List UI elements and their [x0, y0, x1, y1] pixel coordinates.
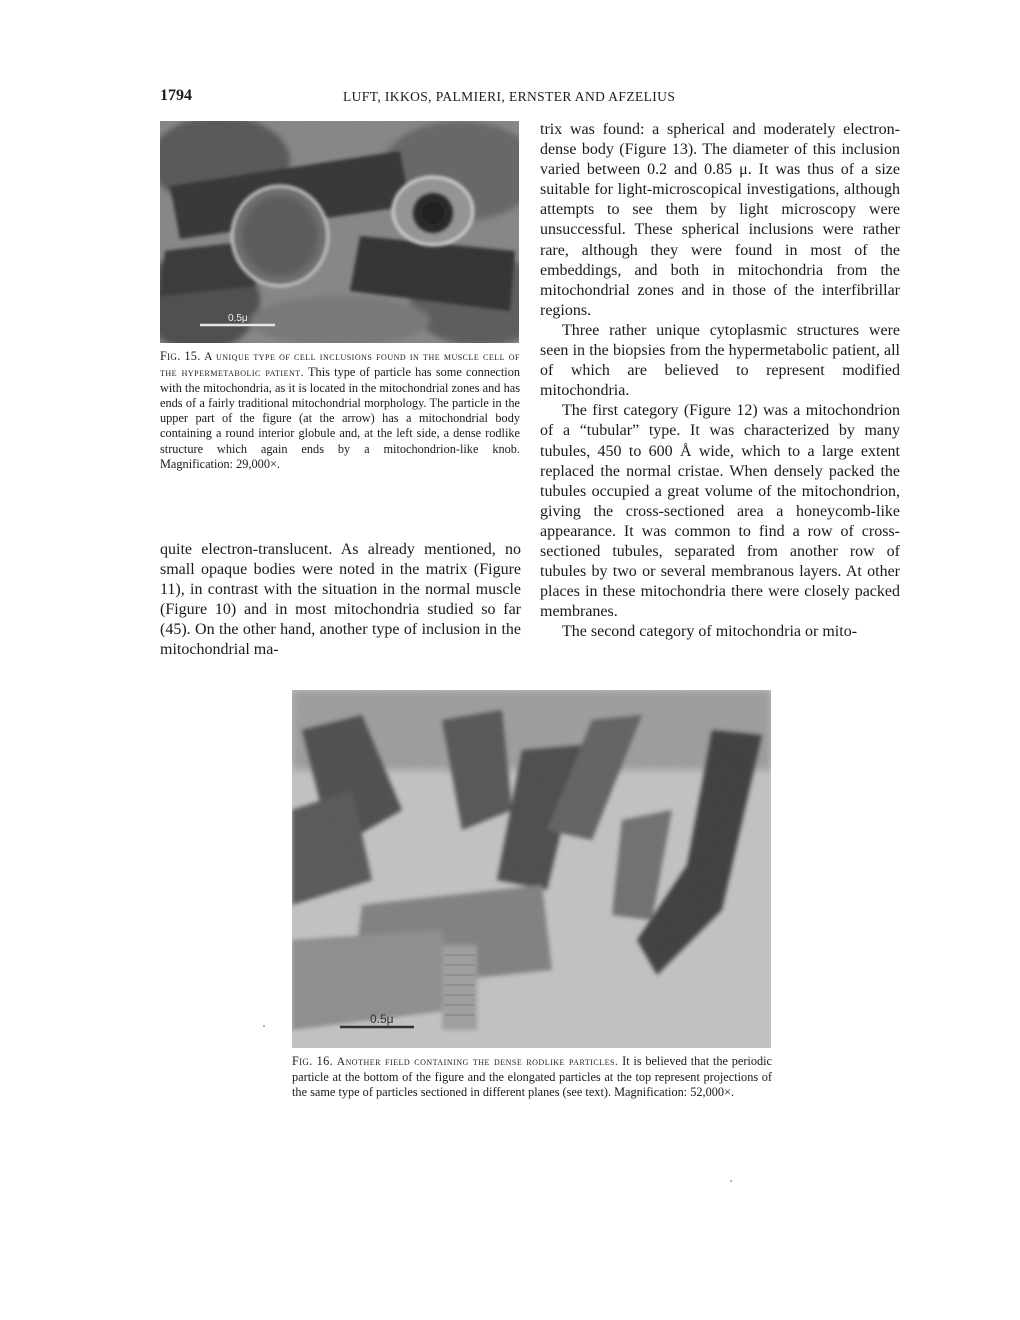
figure-16-image — [292, 690, 771, 1048]
figure-16-micrograph — [292, 690, 771, 1048]
paragraph-right-2: Three rather unique cytoplasmic structures were seen in the biopsies from the hypermetabolic patient, all of which are believed to represent modified mitochondria. — [540, 321, 900, 400]
figure-16-description: It is believed that the periodic particle at the bottom of the figure and the elongated particles at the top represent projections of the same type of particles sectioned in different planes (see text). Magnification: 52,000×. — [292, 1054, 772, 1100]
figure-16-scale-label: 0.5μ — [370, 1012, 394, 1026]
figure-15-micrograph — [160, 121, 519, 343]
stray-dot — [263, 1025, 265, 1027]
figure-16-label: Fig. 16. — [292, 1054, 333, 1068]
paragraph-right-4: The second category of mitochondria or mito- — [562, 623, 858, 641]
figure-15-description: This type of particle has some connection with the mitochondria, as it is located in the mitochondrial zones and has ends of a fairly traditional mitochondrial morphology. The particle in the upper part of the figure (at the arrow) has a mitochondrial body containing a round interior globule and, at the left side, a dense rodlike structure which again ends by a mitochondrion-like knob. Magnification: 29,000×. — [160, 365, 520, 471]
figure-15-label: Fig. 15. — [160, 349, 201, 363]
paragraph-left-continuation: quite electron-translucent. As already mentioned, no small opaque bodies were noted in the matrix (Figure 11), in contrast with the situation in the normal muscle (Figure 10) and in most mitochondria studied so far (45). On the other hand, another type of inclusion in the mitochondrial ma- — [160, 541, 521, 659]
figure-15-caption — [160, 349, 520, 472]
figure-15-scale-label: 0.5μ — [228, 313, 248, 324]
figure-16-title: Another field containing the dense rodlike particles. — [336, 1056, 619, 1068]
left-column-text — [160, 540, 521, 661]
paragraph-right-3: The first category (Figure 12) was a mitochondrion of a “tubular” type. It was characterized by many tubules, 450 to 600 Å wide, which to a large extent replaced the normal cristae. When densely packed the tubules occupied a great volume of the mitochondrion, giving the cross-sectioned area a honeycomb-like appearance. It was common to find a row of cross-sectioned tubules, separated from another row of tubules by two or several membranous layers. At other places in these mitochondria there were closely packed membranes. — [540, 402, 900, 621]
figure-16-caption — [292, 1054, 772, 1100]
page-number: 1794 — [160, 87, 192, 104]
figure-15-image — [160, 121, 519, 343]
page-header — [160, 87, 900, 107]
figure-15-title: A unique type of cell inclusions found in the muscle cell of the hypermetabolic patient. — [160, 351, 520, 380]
running-head: LUFT, IKKOS, PALMIERI, ERNSTER AND AFZELIUS — [343, 89, 676, 104]
right-column-text — [540, 120, 900, 642]
paragraph-right-1: trix was found: a spherical and moderately electron-dense body (Figure 13). The diameter of this inclusion varied between 0.2 and 0.85 μ. It was thus of a size suitable for light-microscopical investigations, although attempts to see them by light microscopy were unsuccessful. These spherical inclusions were rather rare, although they were found in most of the embeddings, and both in mitochondria from the mitochondrial zones and in those of the interfibrillar regions. — [540, 121, 900, 319]
stray-dot — [730, 1180, 732, 1182]
